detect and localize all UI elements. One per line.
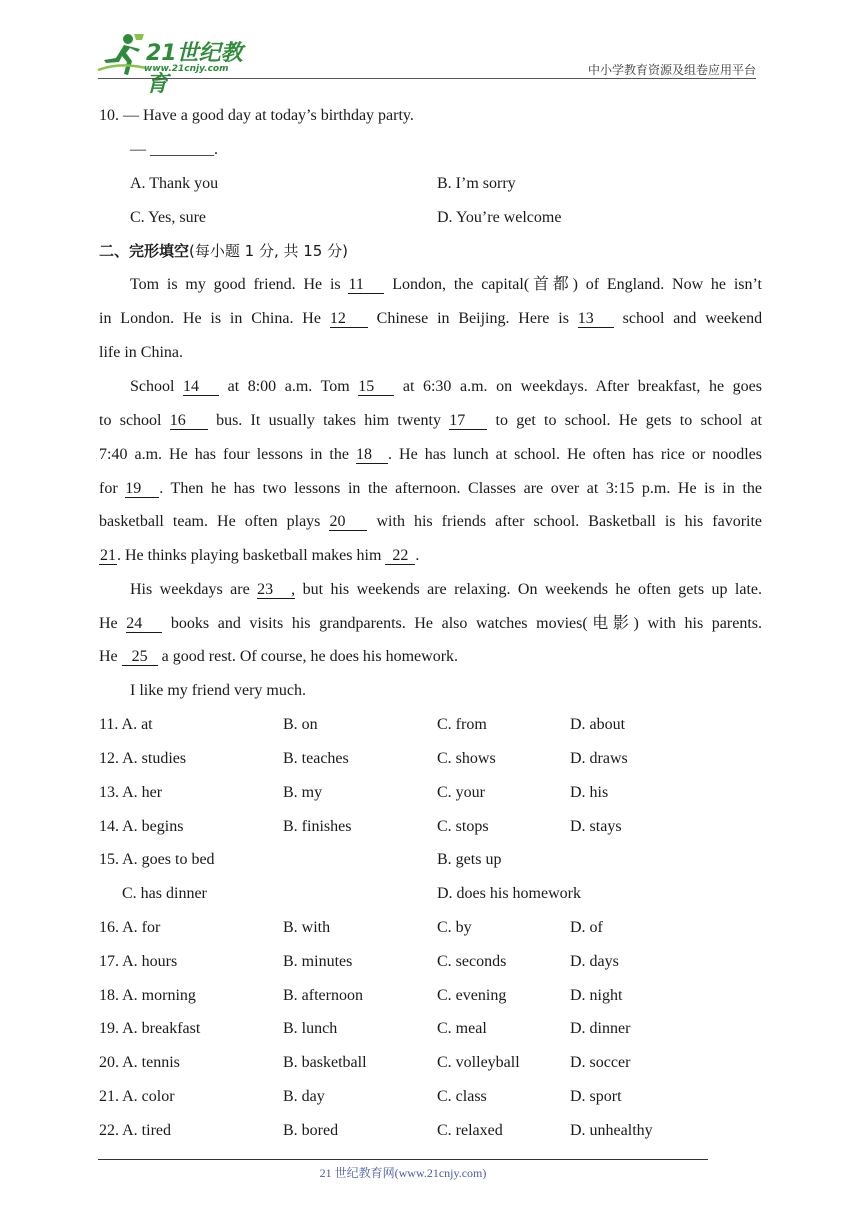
passage-line: life in China.	[99, 344, 183, 361]
option-c: C. class	[437, 1088, 487, 1105]
option-c: C. relaxed	[437, 1122, 503, 1139]
logo	[94, 32, 264, 97]
section-title	[99, 241, 348, 261]
option-a: 14. A. begins	[99, 818, 184, 835]
footer-divider	[98, 1159, 708, 1160]
passage-line	[130, 275, 762, 295]
passage-text: to school	[99, 412, 162, 429]
option-d: D. unhealthy	[570, 1122, 653, 1139]
logo-text: 21世纪教育	[146, 41, 243, 97]
option-a: 17. A. hours	[99, 953, 178, 970]
passage-text: books and visits his grandparents. He also watches movies(电影) with his parents.	[170, 615, 762, 632]
option-d: D. does his homework	[437, 885, 581, 902]
blank-21: 21	[100, 547, 116, 564]
option-a: 12. A. studies	[99, 750, 187, 767]
passage-text: He	[99, 648, 118, 665]
option-a: 22. A. tired	[99, 1122, 171, 1139]
logo-url: www.21cnjy.com	[144, 64, 229, 74]
blank-20: 20	[329, 513, 367, 531]
blank-19: 19	[125, 480, 159, 498]
option-b: B. minutes	[283, 953, 353, 970]
option-d: D. draws	[570, 750, 628, 767]
blank-17: 17	[449, 412, 487, 430]
passage-line	[99, 647, 458, 667]
passage-text: He	[99, 615, 118, 632]
option-a: 21. A. color	[99, 1088, 175, 1105]
option-d: D. sport	[570, 1088, 622, 1105]
option-d: D. about	[570, 716, 626, 733]
passage-line	[130, 377, 762, 397]
passage-text: but his weekends are relaxing. On weekends he often gets up late.	[302, 581, 763, 598]
blank-15: 15	[358, 378, 394, 396]
passage-text: at 8:00 a.m. Tom	[227, 378, 350, 395]
option-c: C. your	[437, 784, 485, 801]
blank-18: 18	[356, 446, 388, 464]
option-a: 19. A. breakfast	[99, 1020, 201, 1037]
option-c: C. by	[437, 919, 472, 936]
q10-option-a: A. Thank you	[130, 175, 219, 192]
passage-text: with his friends after school. Basketball is his favorite	[376, 513, 763, 530]
option-d: D. his	[570, 784, 609, 801]
header-divider	[98, 78, 756, 79]
passage-text: 7:40 a.m. He has four lessons in the	[99, 446, 349, 463]
passage-text: . He thinks playing basketball makes him	[117, 547, 382, 564]
option-a: 11. A. at	[99, 716, 153, 733]
option-c: C. has dinner	[122, 885, 207, 902]
option-c: C. meal	[437, 1020, 487, 1037]
option-b: B. gets up	[437, 851, 502, 868]
passage-line	[99, 309, 762, 329]
option-c: C. evening	[437, 987, 507, 1004]
passage-text: School	[130, 378, 175, 395]
passage-line	[99, 411, 762, 431]
section-title-text: 二、完形填空	[99, 242, 190, 260]
blank-13: 13	[578, 310, 614, 328]
option-d: D. of	[570, 919, 603, 936]
passage-line	[99, 512, 762, 532]
passage-line	[130, 580, 762, 600]
option-b: B. with	[283, 919, 331, 936]
option-b: B. teaches	[283, 750, 349, 767]
option-b: B. bored	[283, 1122, 339, 1139]
blank-25: 25	[122, 648, 158, 666]
passage-text: basketball team. He often plays	[99, 513, 321, 530]
q10-stem: 10. — Have a good day at today’s birthday party.	[99, 107, 414, 124]
option-c: C. from	[437, 716, 487, 733]
passage-text: Tom is my good friend. He is	[130, 276, 341, 293]
passage-line	[99, 479, 762, 499]
passage-text: a good rest. Of course, he does his homework.	[161, 648, 459, 665]
option-b: B. afternoon	[283, 987, 363, 1004]
passage-text: school and weekend	[622, 310, 763, 327]
passage-text: bus. It usually takes him twenty	[216, 412, 441, 429]
passage-text: to get to school. He gets to school at	[495, 412, 763, 429]
q10-option-d: D. You’re welcome	[437, 209, 562, 226]
option-d: D. days	[570, 953, 619, 970]
passage-text: . Then he has two lessons in the afternoon. Classes are over at 3:15 p.m. He is in the	[159, 480, 763, 497]
passage-text: Chinese in Beijing. Here is	[376, 310, 569, 327]
blank-14: 14	[183, 378, 219, 396]
option-b: B. on	[283, 716, 318, 733]
option-c: C. shows	[437, 750, 496, 767]
blank-12: 12	[330, 310, 368, 328]
runner-logo-icon	[94, 32, 148, 78]
option-d: D. soccer	[570, 1054, 631, 1071]
q10-option-b: B. I’m sorry	[437, 175, 516, 192]
option-a: 18. A. morning	[99, 987, 196, 1004]
option-d: D. stays	[570, 818, 622, 835]
passage-text: .	[415, 547, 420, 564]
option-a: 13. A. her	[99, 784, 163, 801]
footer-text: 21 世纪教育网(www.21cnjy.com)	[319, 1166, 487, 1180]
header-tagline: 中小学教育资源及组卷应用平台	[587, 63, 756, 77]
option-c: C. seconds	[437, 953, 507, 970]
passage-text: at 6:30 a.m. on weekdays. After breakfast, he goes	[402, 378, 763, 395]
option-b: B. lunch	[283, 1020, 338, 1037]
blank-24: 24	[126, 615, 162, 633]
q10-option-c: C. Yes, sure	[130, 209, 207, 226]
option-b: B. finishes	[283, 818, 352, 835]
passage-line	[99, 445, 762, 465]
option-a: 16. A. for	[99, 919, 161, 936]
option-d: D. night	[570, 987, 623, 1004]
option-b: B. basketball	[283, 1054, 367, 1071]
option-d: D. dinner	[570, 1020, 631, 1037]
option-c: C. stops	[437, 818, 489, 835]
passage-line: I like my friend very much.	[130, 682, 306, 699]
passage-line	[99, 614, 762, 634]
option-a: 20. A. tennis	[99, 1054, 180, 1071]
passage-text: in London. He is in China. He	[99, 310, 321, 327]
passage-text: for	[99, 480, 118, 497]
blank-22: 22	[385, 547, 415, 565]
blank-16: 16	[170, 412, 208, 430]
blank-23: 23 ,	[257, 581, 296, 598]
passage-text: London, the capital(首都) of England. Now he isn’t	[392, 276, 762, 293]
option-c: C. volleyball	[437, 1054, 520, 1071]
passage-line	[99, 546, 419, 566]
option-b: B. my	[283, 784, 323, 801]
section-subtitle: (每小题 1 分, 共 15 分)	[189, 242, 348, 260]
passage-text: His weekdays are	[130, 581, 250, 598]
passage-text: . He has lunch at school. He often has rice or noodles	[388, 446, 763, 463]
page-header	[94, 30, 756, 97]
q10-reply: — ________.	[130, 141, 218, 158]
option-b: B. day	[283, 1088, 325, 1105]
option-a: 15. A. goes to bed	[99, 851, 215, 868]
blank-11: 11	[348, 276, 384, 294]
